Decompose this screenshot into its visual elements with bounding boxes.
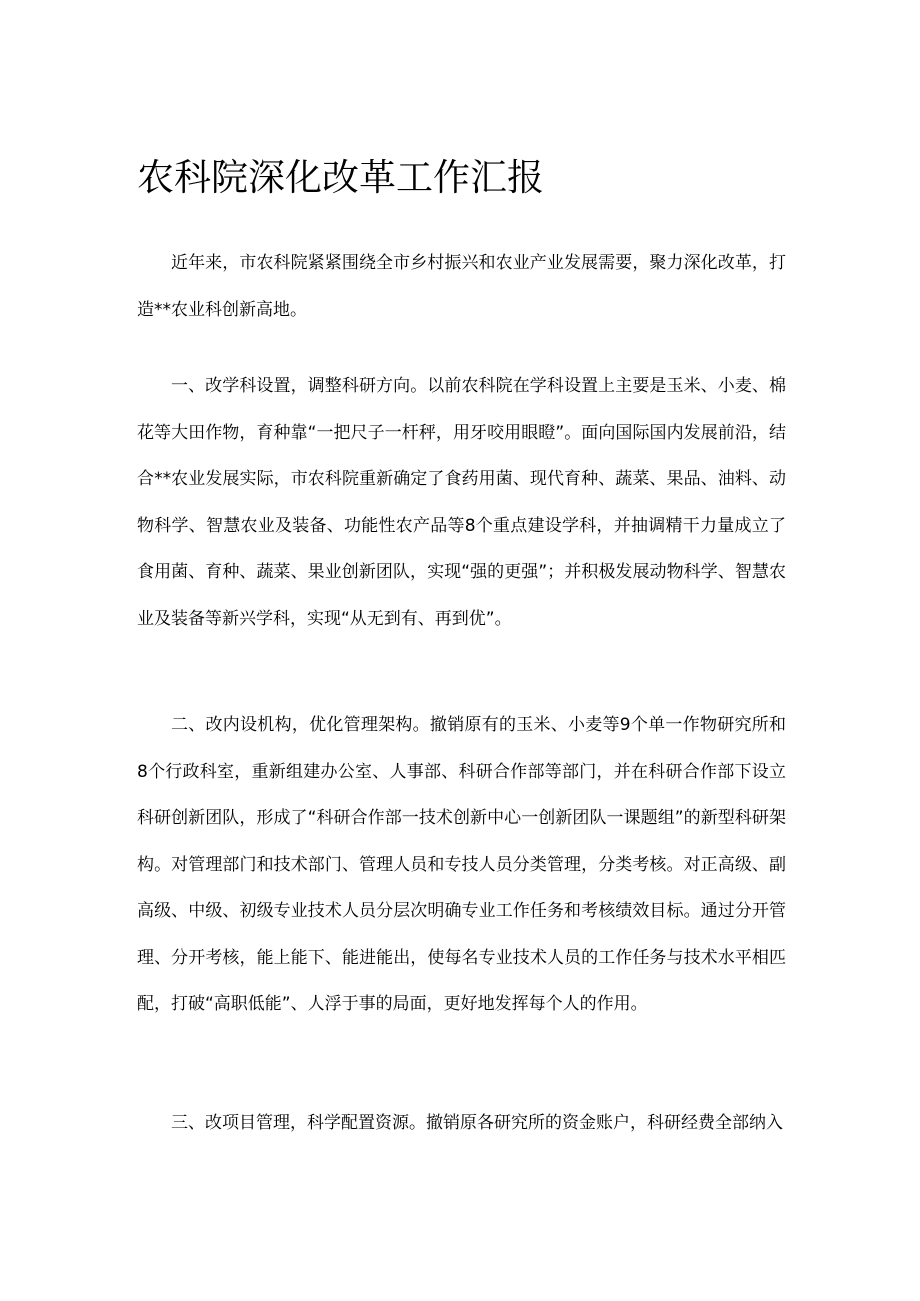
paragraph-section-2: 二、改内设机构，优化管理架构。撤销原有的玉米、小麦等9个单一作物研究所和8个行政科室，重新组建办公室、人事部、科研合作部等部门，并在科研合作部下设立科研创新团队，形成了“科研合作部一技术创新中心一创新团队一课题组”的新型科研架构。对管理部门和技术部门、管理人员和专技人员分类管理，分类考核。对正高级、副高级、中级、初级专业技术人员分层次明确专业工作任务和考核绩效目标。通过分开管理、分开考核，能上能下、能进能出，使每名专业技术人员的工作任务与技术水平相匹配，打破“高职低能”、人浮于事的局面，更好地发挥每个人的作用。 — [137, 715, 786, 1014]
paragraph-section-1: 一、改学科设置，调整科研方向。以前农科院在学科设置上主要是玉米、小麦、棉花等大田作物，育种靠“一把尺子一杆秤，用牙咬用眼瞪”。面向国际国内发展前沿，结合**农业发展实际，市农科院重新确定了食药用菌、现代育种、蔬菜、果品、油料、动物科学、智慧农业及装备、功能性农产品等8个重点建设学科，并抽调精干力量成立了食用菌、育种、蔬菜、果业创新团队，实现“强的更强”；并积极发展动物科学、智慧农业及装备等新兴学科，实现“从无到有、再到优”。 — [137, 376, 786, 629]
document-title: 农科院深化改革工作汇报 — [137, 156, 544, 199]
paragraph-intro: 近年来，市农科院紧紧围绕全市乡村振兴和农业产业发展需要，聚力深化改革，打造**农业科创新高地。 — [137, 253, 786, 320]
paragraph-section-3: 三、改项目管理，科学配置资源。撤销原各研究所的资金账户，科研经费全部纳入 — [171, 1113, 783, 1133]
